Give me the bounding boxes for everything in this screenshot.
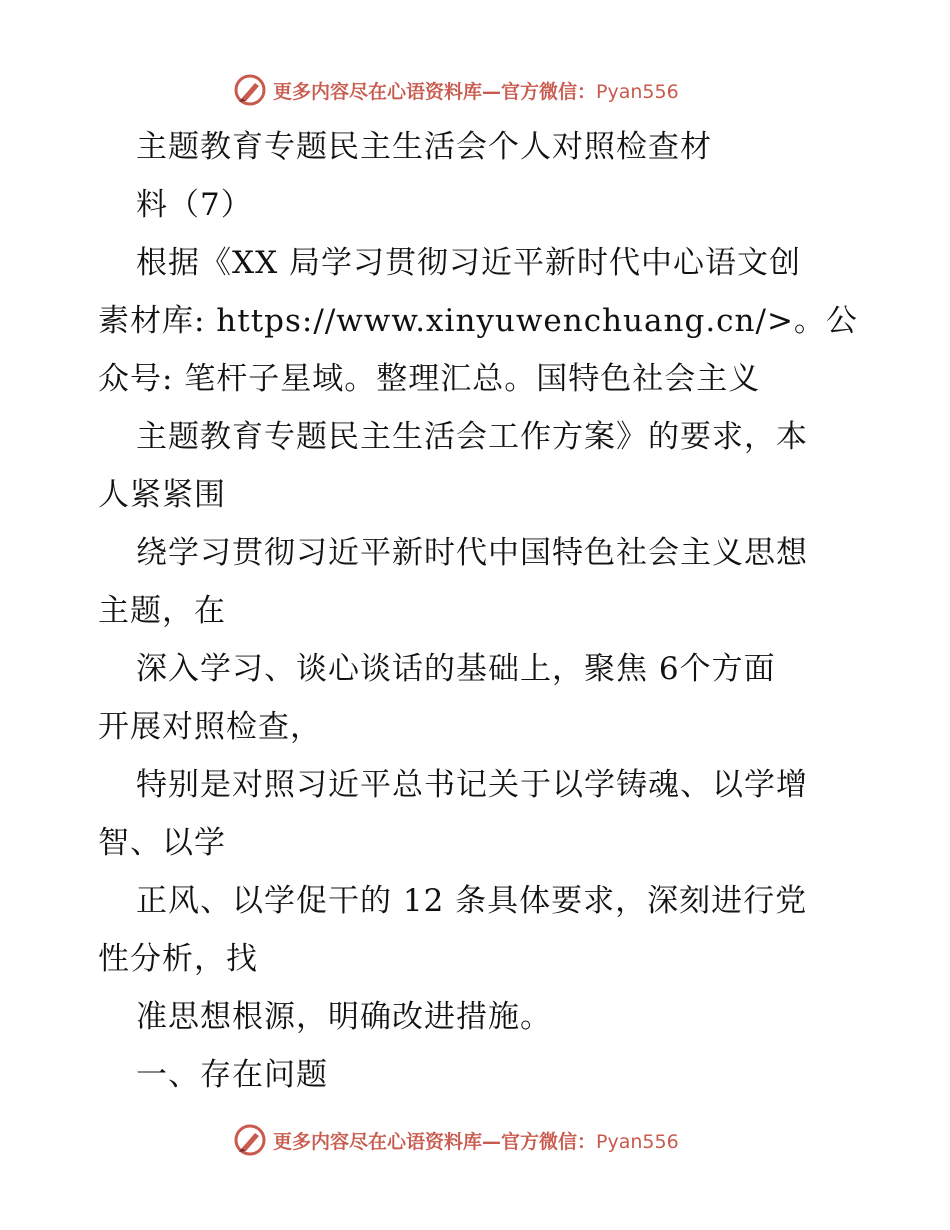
watermark-id: Pyan556 [596,80,679,103]
pen-logo-icon [233,1123,267,1157]
watermark-text: 更多内容尽在心语资料库—官方微信：Pyan556 [273,80,679,103]
doc-line-2: 料（7） [136,187,253,223]
doc-line-7: 人紧紧围 [98,477,226,513]
header-watermark [233,70,679,110]
doc-line-1: 主题教育专题民主生活会个人对照检查材 [136,129,712,165]
doc-line-9: 主题，在 [98,593,226,629]
doc-line-3: 根据《XX 局学习贯彻习近平新时代中心语文创 [136,245,801,281]
doc-line-17: 一、存在问题 [136,1057,328,1093]
pen-logo-icon [233,73,267,107]
doc-line-15: 性分析，找 [98,941,258,977]
watermark-text: 更多内容尽在心语资料库—官方微信：Pyan556 [273,1130,679,1153]
doc-line-14: 正风、以学促干的 12 条具体要求，深刻进行党 [136,883,808,919]
doc-line-13: 智、以学 [98,825,226,861]
doc-line-4: 素材库: https://www.xinyuwenchuang.cn/>。公 [98,303,858,339]
doc-line-5: 众号: 笔杆子星域。整理汇总。国特色社会主义 [98,361,761,397]
doc-line-6: 主题教育专题民主生活会工作方案》的要求，本 [136,419,808,455]
doc-line-16: 准思想根源，明确改进措施。 [136,999,552,1035]
doc-line-12: 特别是对照习近平总书记关于以学铸魂、以学增 [136,767,808,803]
footer-watermark [233,1120,679,1160]
watermark-id: Pyan556 [596,1130,679,1153]
doc-line-8: 绕学习贯彻习近平新时代中国特色社会主义思想 [136,535,808,571]
doc-line-11: 开展对照检查， [98,709,322,745]
doc-line-10: 深入学习、谈心谈话的基础上，聚焦 6个方面 [136,651,776,687]
